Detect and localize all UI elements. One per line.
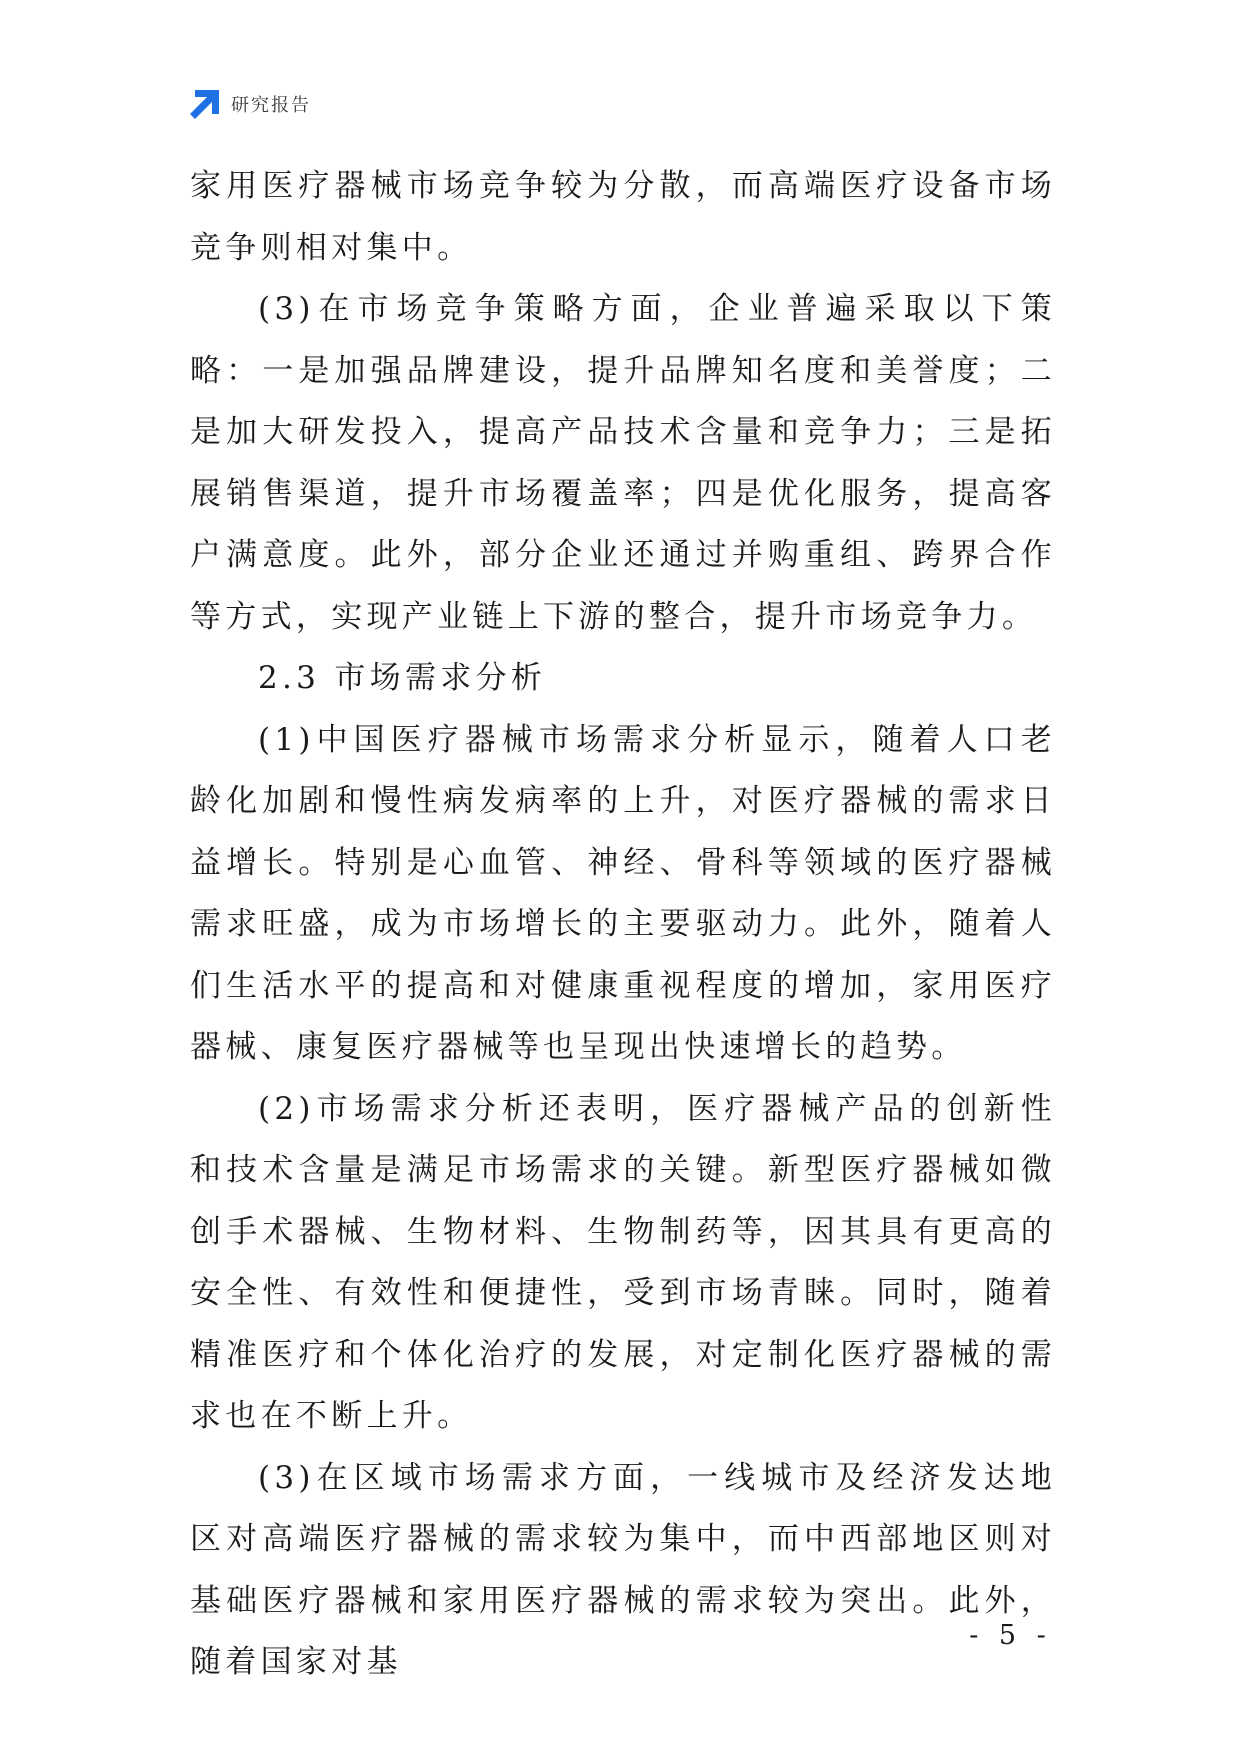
paragraph-demand-2: (2)市场需求分析还表明，医疗器械产品的创新性和技术含量是满足市场需求的关键。新型医疗器械如微创手术器械、生物材料、生物制药等，因其具有更高的安全性、有效性和便捷性，受到市场青睐。同时，随着精准医疗和个体化治疗的发展，对定制化医疗器械的需求也在不断上升。 [190, 1090, 1056, 1434]
section-heading: 2.3 市场需求分析 [258, 660, 547, 696]
arrow-up-right-icon [189, 88, 221, 120]
paragraph-continuation: 家用医疗器械市场竞争较为分散，而高端医疗设备市场竞争则相对集中。 [190, 168, 1056, 266]
paragraph-demand-1: (1)中国医疗器械市场需求分析显示，随着人口老龄化加剧和慢性病发病率的上升，对医疗器械的需求日益增长。特别是心血管、神经、骨科等领域的医疗器械需求旺盛，成为市场增长的主要驱动力。此外，随着人们生活水平的提高和对健康重视程度的增加，家用医疗器械、康复医疗器械等也呈现出快速增长的趋势。 [190, 721, 1056, 1065]
header-title: 研究报告 [231, 95, 311, 116]
paragraph-competition-strategy: (3)在市场竞争策略方面，企业普遍采取以下策略：一是加强品牌建设，提升品牌知名度和美誉度；二是加大研发投入，提高产品技术含量和竞争力；三是拓展销售渠道，提升市场覆盖率；四是优化服务，提高客户满意度。此外，部分企业还通过并购重组、跨界合作等方式，实现产业链上下游的整合，提升市场竞争力。 [190, 291, 1056, 635]
report-header [189, 88, 311, 120]
page-number: - 5 - [969, 1620, 1052, 1651]
paragraph-demand-3: (3)在区域市场需求方面，一线城市及经济发达地区对高端医疗器械的需求较为集中，而中西部地区则对基础医疗器械和家用医疗器械的需求较为突出。此外，随着国家对基 [190, 1459, 1056, 1680]
document-body [190, 156, 1056, 1694]
